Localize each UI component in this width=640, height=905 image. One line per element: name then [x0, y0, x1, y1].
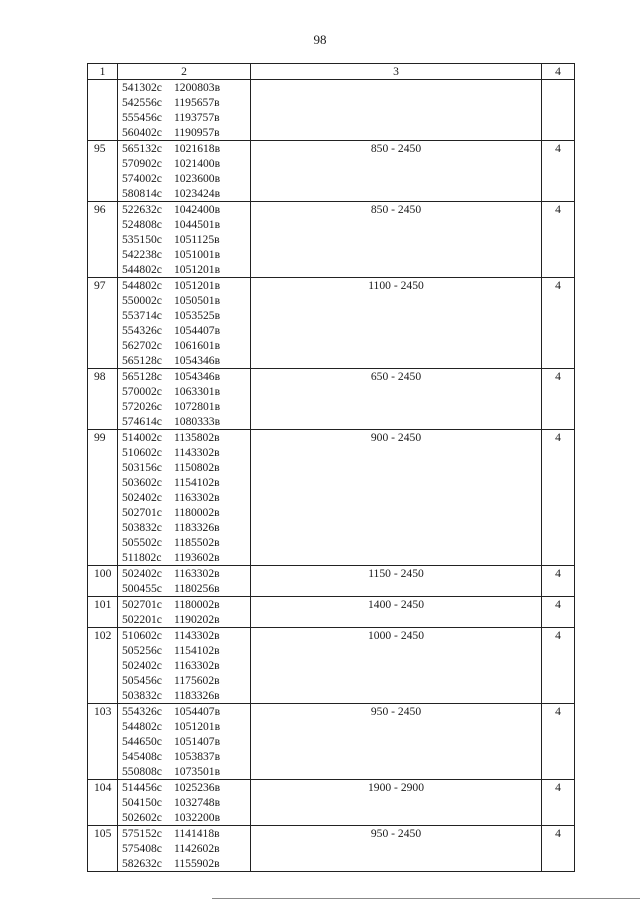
coordinate-pair: [118, 520, 250, 535]
longitude: 1023424в: [174, 187, 221, 200]
longitude: 1051407в: [174, 735, 221, 748]
coordinate-pair: [118, 171, 250, 186]
latitude: 550002с: [122, 294, 162, 307]
longitude: 1063301в: [174, 385, 221, 398]
longitude: 1054346в: [174, 370, 221, 383]
longitude: 1051201в: [174, 279, 221, 292]
longitude: 1193602в: [174, 551, 220, 564]
row-number: 98: [88, 369, 118, 430]
latitude: 510602с: [122, 446, 162, 459]
longitude: 1180002в: [174, 506, 220, 519]
coordinates-cell: [118, 704, 251, 780]
coordinate-pair: [118, 399, 250, 414]
longitude: 1025236в: [174, 781, 221, 794]
latitude: 550808с: [122, 765, 162, 778]
latitude: 582632с: [122, 857, 162, 870]
table-row: [88, 704, 575, 780]
class-value: 4: [542, 826, 575, 872]
coordinate-pair: [118, 95, 250, 110]
longitude: 1072801в: [174, 400, 221, 413]
coordinate-pair: [118, 247, 250, 262]
row-number: 102: [88, 628, 118, 704]
latitude: 544650с: [122, 735, 162, 748]
latitude: 560402с: [122, 126, 162, 139]
latitude: 542556с: [122, 96, 162, 109]
depth-range: 1000 - 2450: [251, 628, 542, 704]
coordinate-pair: [118, 826, 250, 841]
coordinate-pair: [118, 202, 250, 217]
longitude: 1154102в: [174, 644, 220, 657]
column-header: 2: [118, 64, 251, 80]
class-value: 4: [542, 430, 575, 566]
class-value: [542, 80, 575, 141]
coordinates-cell: [118, 780, 251, 826]
latitude: 544802с: [122, 263, 162, 276]
depth-range: 1400 - 2450: [251, 597, 542, 628]
class-value: 4: [542, 202, 575, 278]
row-number: 95: [88, 141, 118, 202]
latitude: 541302с: [122, 81, 162, 94]
latitude: 503832с: [122, 689, 162, 702]
coordinate-pair: [118, 110, 250, 125]
coordinate-pair: [118, 460, 250, 475]
table-header-row: [88, 64, 575, 80]
table-row: [88, 826, 575, 872]
table-row: [88, 628, 575, 704]
latitude: 544802с: [122, 720, 162, 733]
table-row: [88, 80, 575, 141]
coordinates-cell: [118, 80, 251, 141]
coordinate-pair: [118, 323, 250, 338]
longitude: 1042400в: [174, 203, 221, 216]
longitude: 1135802в: [174, 431, 220, 444]
latitude: 574614с: [122, 415, 162, 428]
longitude: 1061601в: [174, 339, 221, 352]
class-value: 4: [542, 628, 575, 704]
longitude: 1143302в: [174, 446, 220, 459]
coordinate-pair: [118, 856, 250, 871]
latitude: 555456с: [122, 111, 162, 124]
longitude: 1154102в: [174, 476, 220, 489]
coordinate-pair: [118, 841, 250, 856]
longitude: 1193757в: [174, 111, 220, 124]
longitude: 1023600в: [174, 172, 221, 185]
longitude: 1155902в: [174, 857, 220, 870]
class-value: 4: [542, 704, 575, 780]
coordinate-pair: [118, 673, 250, 688]
latitude: 505456с: [122, 674, 162, 687]
table-row: [88, 780, 575, 826]
coordinates-cell: [118, 430, 251, 566]
longitude: 1054407в: [174, 324, 221, 337]
coordinates-cell: [118, 628, 251, 704]
latitude: 542238с: [122, 248, 162, 261]
longitude: 1163302в: [174, 659, 220, 672]
longitude: 1175602в: [174, 674, 220, 687]
class-value: 4: [542, 780, 575, 826]
coordinates-cell: [118, 278, 251, 369]
longitude: 1185502в: [174, 536, 220, 549]
latitude: 522632с: [122, 203, 162, 216]
depth-range: 950 - 2450: [251, 826, 542, 872]
latitude: 514456с: [122, 781, 162, 794]
latitude: 570002с: [122, 385, 162, 398]
latitude: 565128с: [122, 370, 162, 383]
longitude: 1032200в: [174, 811, 221, 824]
coordinate-pair: [118, 688, 250, 703]
coordinate-pair: [118, 293, 250, 308]
longitude: 1050501в: [174, 294, 221, 307]
latitude: 505502с: [122, 536, 162, 549]
class-value: 4: [542, 141, 575, 202]
longitude: 1053837в: [174, 750, 221, 763]
table-row: [88, 597, 575, 628]
table-row: [88, 566, 575, 597]
coordinate-pair: [118, 550, 250, 565]
longitude: 1051201в: [174, 263, 221, 276]
longitude: 1180002в: [174, 598, 220, 611]
depth-range: [251, 80, 542, 141]
row-number: 105: [88, 826, 118, 872]
latitude: 554326с: [122, 324, 162, 337]
latitude: 565132с: [122, 142, 162, 155]
coordinate-pair: [118, 535, 250, 550]
longitude: 1053525в: [174, 309, 221, 322]
coordinate-pair: [118, 490, 250, 505]
latitude: 502701с: [122, 598, 162, 611]
coordinate-pair: [118, 628, 250, 643]
latitude: 502602с: [122, 811, 162, 824]
coordinate-pair: [118, 338, 250, 353]
coordinate-pair: [118, 734, 250, 749]
longitude: 1180256в: [174, 582, 220, 595]
latitude: 575408с: [122, 842, 162, 855]
depth-range: 950 - 2450: [251, 704, 542, 780]
coordinate-pair: [118, 719, 250, 734]
latitude: 511802с: [122, 551, 162, 564]
coordinate-pair: [118, 80, 250, 95]
latitude: 574002с: [122, 172, 162, 185]
depth-range: 1100 - 2450: [251, 278, 542, 369]
coordinate-pair: [118, 566, 250, 581]
latitude: 580814с: [122, 187, 162, 200]
latitude: 565128с: [122, 354, 162, 367]
longitude: 1163302в: [174, 491, 220, 504]
coordinate-pair: [118, 597, 250, 612]
latitude: 502201с: [122, 613, 162, 626]
latitude: 503156с: [122, 461, 162, 474]
coordinates-cell: [118, 369, 251, 430]
coordinate-pair: [118, 445, 250, 460]
coordinates-table: [87, 63, 575, 872]
latitude: 575152с: [122, 827, 162, 840]
longitude: 1183326в: [174, 521, 220, 534]
row-number: 101: [88, 597, 118, 628]
longitude: 1142602в: [174, 842, 220, 855]
table-row: [88, 202, 575, 278]
coordinates-cell: [118, 826, 251, 872]
coordinate-pair: [118, 658, 250, 673]
latitude: 502402с: [122, 659, 162, 672]
longitude: 1051125в: [174, 233, 220, 246]
latitude: 504150с: [122, 796, 162, 809]
latitude: 505256с: [122, 644, 162, 657]
latitude: 510602с: [122, 629, 162, 642]
coordinate-pair: [118, 308, 250, 323]
row-number: 96: [88, 202, 118, 278]
coordinate-pair: [118, 278, 250, 293]
latitude: 544802с: [122, 279, 162, 292]
longitude: 1143302в: [174, 629, 220, 642]
coordinates-cell: [118, 202, 251, 278]
column-header: 3: [251, 64, 542, 80]
coordinate-pair: [118, 156, 250, 171]
coordinate-pair: [118, 430, 250, 445]
latitude: 514002с: [122, 431, 162, 444]
latitude: 553714с: [122, 309, 162, 322]
longitude: 1150802в: [174, 461, 220, 474]
longitude: 1054346в: [174, 354, 221, 367]
longitude: 1051201в: [174, 720, 221, 733]
coordinate-pair: [118, 232, 250, 247]
coordinate-pair: [118, 749, 250, 764]
depth-range: 650 - 2450: [251, 369, 542, 430]
row-number: 97: [88, 278, 118, 369]
coordinate-pair: [118, 643, 250, 658]
longitude: 1183326в: [174, 689, 220, 702]
longitude: 1021618в: [174, 142, 221, 155]
depth-range: 1900 - 2900: [251, 780, 542, 826]
coordinate-pair: [118, 384, 250, 399]
coordinate-pair: [118, 217, 250, 232]
coordinate-pair: [118, 475, 250, 490]
latitude: 545408с: [122, 750, 162, 763]
table-row: [88, 278, 575, 369]
page-number: 98: [313, 32, 327, 47]
longitude: 1054407в: [174, 705, 221, 718]
class-value: 4: [542, 369, 575, 430]
bottom-rule: [212, 898, 640, 899]
coordinate-pair: [118, 141, 250, 156]
depth-range: 900 - 2450: [251, 430, 542, 566]
longitude: 1190957в: [174, 126, 220, 139]
longitude: 1190202в: [174, 613, 220, 626]
row-number: 103: [88, 704, 118, 780]
coordinate-pair: [118, 262, 250, 277]
longitude: 1163302в: [174, 567, 220, 580]
coordinate-pair: [118, 704, 250, 719]
coordinate-pair: [118, 764, 250, 779]
latitude: 570902с: [122, 157, 162, 170]
longitude: 1044501в: [174, 218, 221, 231]
class-value: 4: [542, 278, 575, 369]
latitude: 572026с: [122, 400, 162, 413]
coordinate-pair: [118, 581, 250, 596]
table-row: [88, 430, 575, 566]
latitude: 502402с: [122, 491, 162, 504]
column-header: 1: [88, 64, 118, 80]
longitude: 1051001в: [174, 248, 221, 261]
latitude: 503602с: [122, 476, 162, 489]
latitude: 535150с: [122, 233, 162, 246]
coordinate-pair: [118, 186, 250, 201]
latitude: 500455с: [122, 582, 162, 595]
coordinate-pair: [118, 369, 250, 384]
class-value: 4: [542, 597, 575, 628]
longitude: 1080333в: [174, 415, 221, 428]
latitude: 562702с: [122, 339, 162, 352]
coordinate-pair: [118, 414, 250, 429]
row-number: [88, 80, 118, 141]
longitude: 1195657в: [174, 96, 220, 109]
coordinate-pair: [118, 125, 250, 140]
coordinate-pair: [118, 795, 250, 810]
depth-range: 850 - 2450: [251, 202, 542, 278]
longitude: 1200803в: [174, 81, 221, 94]
class-value: 4: [542, 566, 575, 597]
latitude: 554326с: [122, 705, 162, 718]
latitude: 524808с: [122, 218, 162, 231]
latitude: 502701с: [122, 506, 162, 519]
row-number: 104: [88, 780, 118, 826]
coordinate-pair: [118, 353, 250, 368]
column-header: 4: [542, 64, 575, 80]
coordinates-cell: [118, 566, 251, 597]
row-number: 100: [88, 566, 118, 597]
latitude: 502402с: [122, 567, 162, 580]
table-row: [88, 369, 575, 430]
coordinate-pair: [118, 505, 250, 520]
coordinate-pair: [118, 780, 250, 795]
coordinate-pair: [118, 612, 250, 627]
depth-range: 850 - 2450: [251, 141, 542, 202]
depth-range: 1150 - 2450: [251, 566, 542, 597]
row-number: 99: [88, 430, 118, 566]
latitude: 503832с: [122, 521, 162, 534]
longitude: 1032748в: [174, 796, 221, 809]
coordinates-cell: [118, 597, 251, 628]
coordinates-cell: [118, 141, 251, 202]
longitude: 1073501в: [174, 765, 221, 778]
longitude: 1141418в: [174, 827, 220, 840]
longitude: 1021400в: [174, 157, 221, 170]
table-row: [88, 141, 575, 202]
coordinate-pair: [118, 810, 250, 825]
